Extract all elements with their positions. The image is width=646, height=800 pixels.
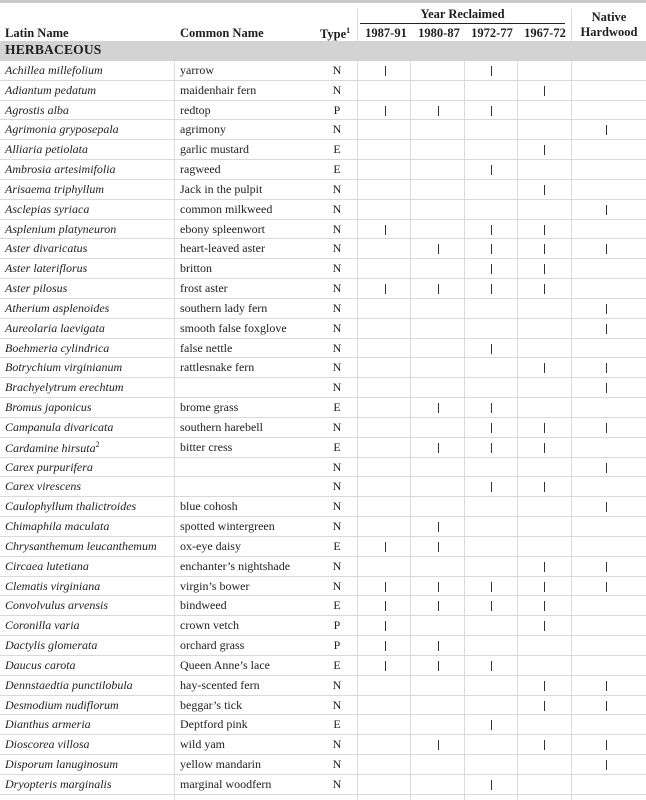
type-code: N [332,380,342,395]
common-name: ebony spleenwort [180,221,265,236]
presence-mark [606,760,607,770]
type-code: N [332,241,342,256]
presence-mark [606,701,607,711]
type-code: N [332,519,342,534]
table-row [0,81,646,101]
latin-name-text: Agrimonia gryposepala [5,122,119,137]
latin-name-text: Desmodium nudiflorum [5,697,119,712]
presence-mark [544,621,545,631]
type-code: N [332,558,342,573]
type-code: N [332,340,342,355]
common-name: agrimony [180,122,226,137]
common-name: Jack in the pulpit [180,181,263,196]
common-name: ragweed [180,162,221,177]
section-title: HERBACEOUS [5,42,102,57]
latin-name [5,122,119,137]
type-code: N [332,122,342,137]
presence-mark [606,125,607,135]
latin-name [5,499,136,514]
latin-name [5,222,116,237]
latin-name [5,638,97,653]
common-name: ox-eye daisy [180,538,241,553]
presence-mark [438,443,439,453]
latin-name-text: Botrychium virginianum [5,360,123,375]
common-name: maidenhair fern [180,82,257,97]
latin-name-text: Atherium asplenoides [5,300,110,315]
common-name: false nettle [180,340,233,355]
header-separator [571,9,572,41]
table-row [0,497,646,517]
latin-name [5,519,109,534]
latin-name [5,678,133,693]
header-latin-name: Latin Name [5,26,69,40]
presence-mark [385,542,386,552]
common-name: bindweed [180,598,227,613]
latin-name [5,360,122,375]
presence-mark [544,582,545,592]
common-name: crown vetch [180,618,239,633]
common-name: redtop [180,102,211,117]
latin-name-text: Asplenium platyneuron [5,221,117,236]
table-body [0,61,646,795]
presence-mark [491,720,492,730]
table-row [0,120,646,140]
type-code: N [332,82,342,97]
latin-name [5,777,112,792]
header-year-2: 1972-77 [471,26,513,40]
presence-mark [606,681,607,691]
table-row [0,220,646,240]
latin-name [5,400,92,415]
latin-name [5,182,104,197]
presence-mark [491,601,492,611]
type-code: N [332,776,342,791]
presence-mark [438,522,439,532]
type-code: N [332,756,342,771]
presence-mark [606,205,607,215]
table-row [0,398,646,418]
latin-name-text: Coronilla varia [5,618,80,633]
presence-mark [491,423,492,433]
latin-name [5,63,103,78]
common-name: Queen Anne’s lace [180,657,270,672]
common-name: britton [180,261,212,276]
presence-mark [438,740,439,750]
header-type-label: Type [320,27,347,42]
latin-name [5,479,81,494]
latin-name-text: Dennstaedtia punctilobula [5,677,133,692]
latin-name-text: Chimaphila maculata [5,519,110,534]
table-row [0,775,646,795]
table-row [0,140,646,160]
latin-name [5,717,91,732]
common-name: bitter cress [180,439,233,454]
latin-name-text: Carex virescens [5,479,82,494]
latin-name-text: Agrostis alba [5,102,69,117]
common-name: frost aster [180,281,228,296]
latin-name-text: Alliaria petiolata [5,142,88,157]
presence-mark [438,244,439,254]
common-name: virgin’s bower [180,578,250,593]
type-code: N [332,320,342,335]
presence-mark [544,264,545,274]
table-row [0,299,646,319]
latin-name [5,737,90,752]
year-group-rule [360,23,565,24]
table-row [0,537,646,557]
latin-name [5,241,87,256]
latin-name [5,142,88,157]
table-row [0,279,646,299]
latin-name-text: Daucus carota [5,657,76,672]
type-code: E [333,400,341,415]
table-row [0,557,646,577]
header-year-1: 1980-87 [418,26,460,40]
presence-mark [544,701,545,711]
type-code: N [332,737,342,752]
latin-name-text: Aster lateriflorus [5,261,88,276]
latin-name-text: Dactylis glomerata [5,638,98,653]
table-row [0,656,646,676]
presence-mark [385,621,386,631]
table-row [0,676,646,696]
presence-mark [385,66,386,76]
presence-mark [606,463,607,473]
latin-name [5,440,100,456]
presence-mark [491,244,492,254]
type-code: E [333,717,341,732]
presence-mark [544,225,545,235]
table-row [0,636,646,656]
type-code: N [332,360,342,375]
presence-mark [385,641,386,651]
latin-name [5,460,93,475]
latin-name [5,83,96,98]
latin-name-text: Convolvulus arvensis [5,598,108,613]
latin-name [5,321,105,336]
type-code: N [332,63,342,77]
latin-name-text: Campanula divaricata [5,419,114,434]
type-code: E [333,439,341,454]
latin-name-text: Carex purpurifera [5,459,93,474]
presence-mark [544,284,545,294]
presence-mark [438,542,439,552]
presence-mark [438,284,439,294]
presence-mark [438,582,439,592]
common-name: orchard grass [180,638,245,653]
latin-name-text: Boehmeria cylindrica [5,340,110,355]
presence-mark [544,482,545,492]
presence-mark [385,284,386,294]
header-common-name: Common Name [180,26,264,40]
type-code: N [332,459,342,474]
latin-name-footnote: 2 [95,439,100,449]
presence-mark [491,225,492,235]
type-code: E [333,538,341,553]
latin-name [5,162,116,177]
latin-name-text: Bromus japonicus [5,400,92,415]
presence-mark [606,740,607,750]
type-code: E [333,162,341,177]
header-year-0: 1987-91 [365,26,407,40]
latin-name [5,757,118,772]
presence-mark [606,423,607,433]
presence-mark [491,582,492,592]
presence-mark [491,661,492,671]
table-row [0,259,646,279]
top-rule [0,0,646,3]
presence-mark [606,324,607,334]
header-native-hardwood [573,10,645,40]
latin-name [5,103,69,118]
table-row [0,696,646,716]
type-code: N [332,697,342,712]
common-name: garlic mustard [180,142,249,157]
type-code: E [333,657,341,672]
presence-mark [438,661,439,671]
presence-mark [544,562,545,572]
table-row [0,715,646,735]
latin-name [5,261,87,276]
header-native-line1: Native [591,10,627,24]
header-year-reclaimed: Year Reclaimed [420,7,505,21]
latin-name [5,559,89,574]
table-row [0,101,646,121]
table-row [0,577,646,597]
type-code: N [332,578,342,593]
presence-mark [385,601,386,611]
table-row [0,596,646,616]
presence-mark [491,403,492,413]
latin-name [5,658,76,673]
presence-mark [491,165,492,175]
presence-mark [606,502,607,512]
table-row [0,239,646,259]
presence-mark [491,344,492,354]
table-row [0,358,646,378]
latin-name-text: Ambrosia artesimifolia [5,162,116,177]
type-code: N [332,261,342,276]
presence-mark [544,443,545,453]
latin-name-text: Caulophyllum thalictroides [5,499,137,514]
latin-name [5,281,67,296]
presence-mark [438,601,439,611]
presence-mark [544,185,545,195]
latin-name-text: Achillea millefolium [5,63,103,77]
latin-name [5,539,157,554]
latin-name [5,698,119,713]
latin-name [5,579,100,594]
type-code: E [333,142,341,157]
latin-name [5,341,109,356]
type-code: P [333,102,341,117]
table-row [0,755,646,775]
presence-mark [606,562,607,572]
presence-mark [385,661,386,671]
latin-name-text: Cardamine hirsuta [5,440,96,455]
type-code: N [332,499,342,514]
table-row [0,180,646,200]
presence-mark [544,740,545,750]
common-name: yarrow [180,63,214,77]
table-row [0,735,646,755]
header-separator [357,9,358,41]
presence-mark [385,106,386,116]
common-name: marginal woodfern [180,776,272,791]
type-code: E [333,598,341,613]
presence-mark [491,264,492,274]
header-year-3: 1967-72 [524,26,566,40]
presence-mark [385,582,386,592]
presence-mark [491,482,492,492]
type-code: N [332,300,342,315]
table-row [0,200,646,220]
common-name: yellow mandarin [180,756,261,771]
latin-name [5,301,109,316]
latin-name-text: Brachyelytrum erechtum [5,380,124,395]
common-name: smooth false foxglove [180,320,287,335]
presence-mark [438,403,439,413]
latin-name-text: Arisaema triphyllum [5,181,104,196]
latin-name [5,420,113,435]
table-row [0,418,646,438]
table-row [0,458,646,478]
table-row [0,616,646,636]
presence-mark [544,86,545,96]
table-row [0,477,646,497]
presence-mark [544,145,545,155]
presence-mark [544,601,545,611]
presence-mark [606,383,607,393]
presence-mark [544,423,545,433]
latin-name-text: Dianthus armeria [5,717,91,732]
common-name: enchanter’s nightshade [180,558,291,573]
latin-name [5,618,80,633]
common-name: southern lady fern [180,300,268,315]
type-code: N [332,419,342,434]
common-name: hay-scented fern [180,677,260,692]
header-type [320,26,350,42]
latin-name-text: Dioscorea villosa [5,737,90,752]
latin-name-text: Aster divaricatus [5,241,88,256]
common-name: blue cohosh [180,499,238,514]
presence-mark [491,284,492,294]
latin-name-text: Chrysanthemum leucanthemum [5,538,157,553]
presence-mark [544,681,545,691]
common-name: brome grass [180,400,239,415]
latin-name-text: Asclepias syriaca [5,201,90,216]
presence-mark [606,244,607,254]
latin-name-text: Clematis virginiana [5,578,101,593]
type-code: P [333,618,341,633]
latin-name-text: Aureolaria laevigata [5,320,105,335]
presence-mark [491,106,492,116]
section-herbaceous [0,41,646,61]
common-name: Deptford pink [180,717,248,732]
latin-name [5,202,89,217]
presence-mark [606,363,607,373]
common-name: wild yam [180,737,225,752]
latin-name-text: Aster pilosus [5,281,68,296]
type-code: N [332,201,342,216]
presence-mark [491,443,492,453]
common-name: southern harebell [180,419,263,434]
table-row [0,378,646,398]
common-name: beggar’s tick [180,697,243,712]
presence-mark [544,363,545,373]
presence-mark [491,780,492,790]
presence-mark [606,582,607,592]
latin-name [5,380,124,395]
latin-name-text: Circaea lutetiana [5,558,89,573]
type-code: N [332,677,342,692]
type-code: N [332,221,342,236]
latin-name-text: Dryopteris marginalis [5,776,112,791]
presence-mark [385,225,386,235]
table-row [0,61,646,81]
header-type-footnote: 1 [346,26,351,35]
common-name: heart-leaved aster [180,241,265,256]
table-row [0,339,646,359]
table-row [0,438,646,458]
common-name: spotted wintergreen [180,519,275,534]
common-name: rattlesnake fern [180,360,255,375]
latin-name-text: Adiantum pedatum [5,82,96,97]
table-row [0,319,646,339]
presence-mark [491,66,492,76]
latin-name [5,598,108,613]
type-code: N [332,281,342,296]
table-row [0,517,646,537]
presence-mark [438,106,439,116]
header-native-line2: Hardwood [580,25,638,39]
type-code: P [333,638,341,653]
common-name: common milkweed [180,201,273,216]
type-code: N [332,181,342,196]
presence-mark [544,244,545,254]
presence-mark [606,304,607,314]
presence-mark [438,641,439,651]
table-row [0,160,646,180]
latin-name-text: Disporum lanuginosum [5,756,119,771]
type-code: N [332,479,342,494]
